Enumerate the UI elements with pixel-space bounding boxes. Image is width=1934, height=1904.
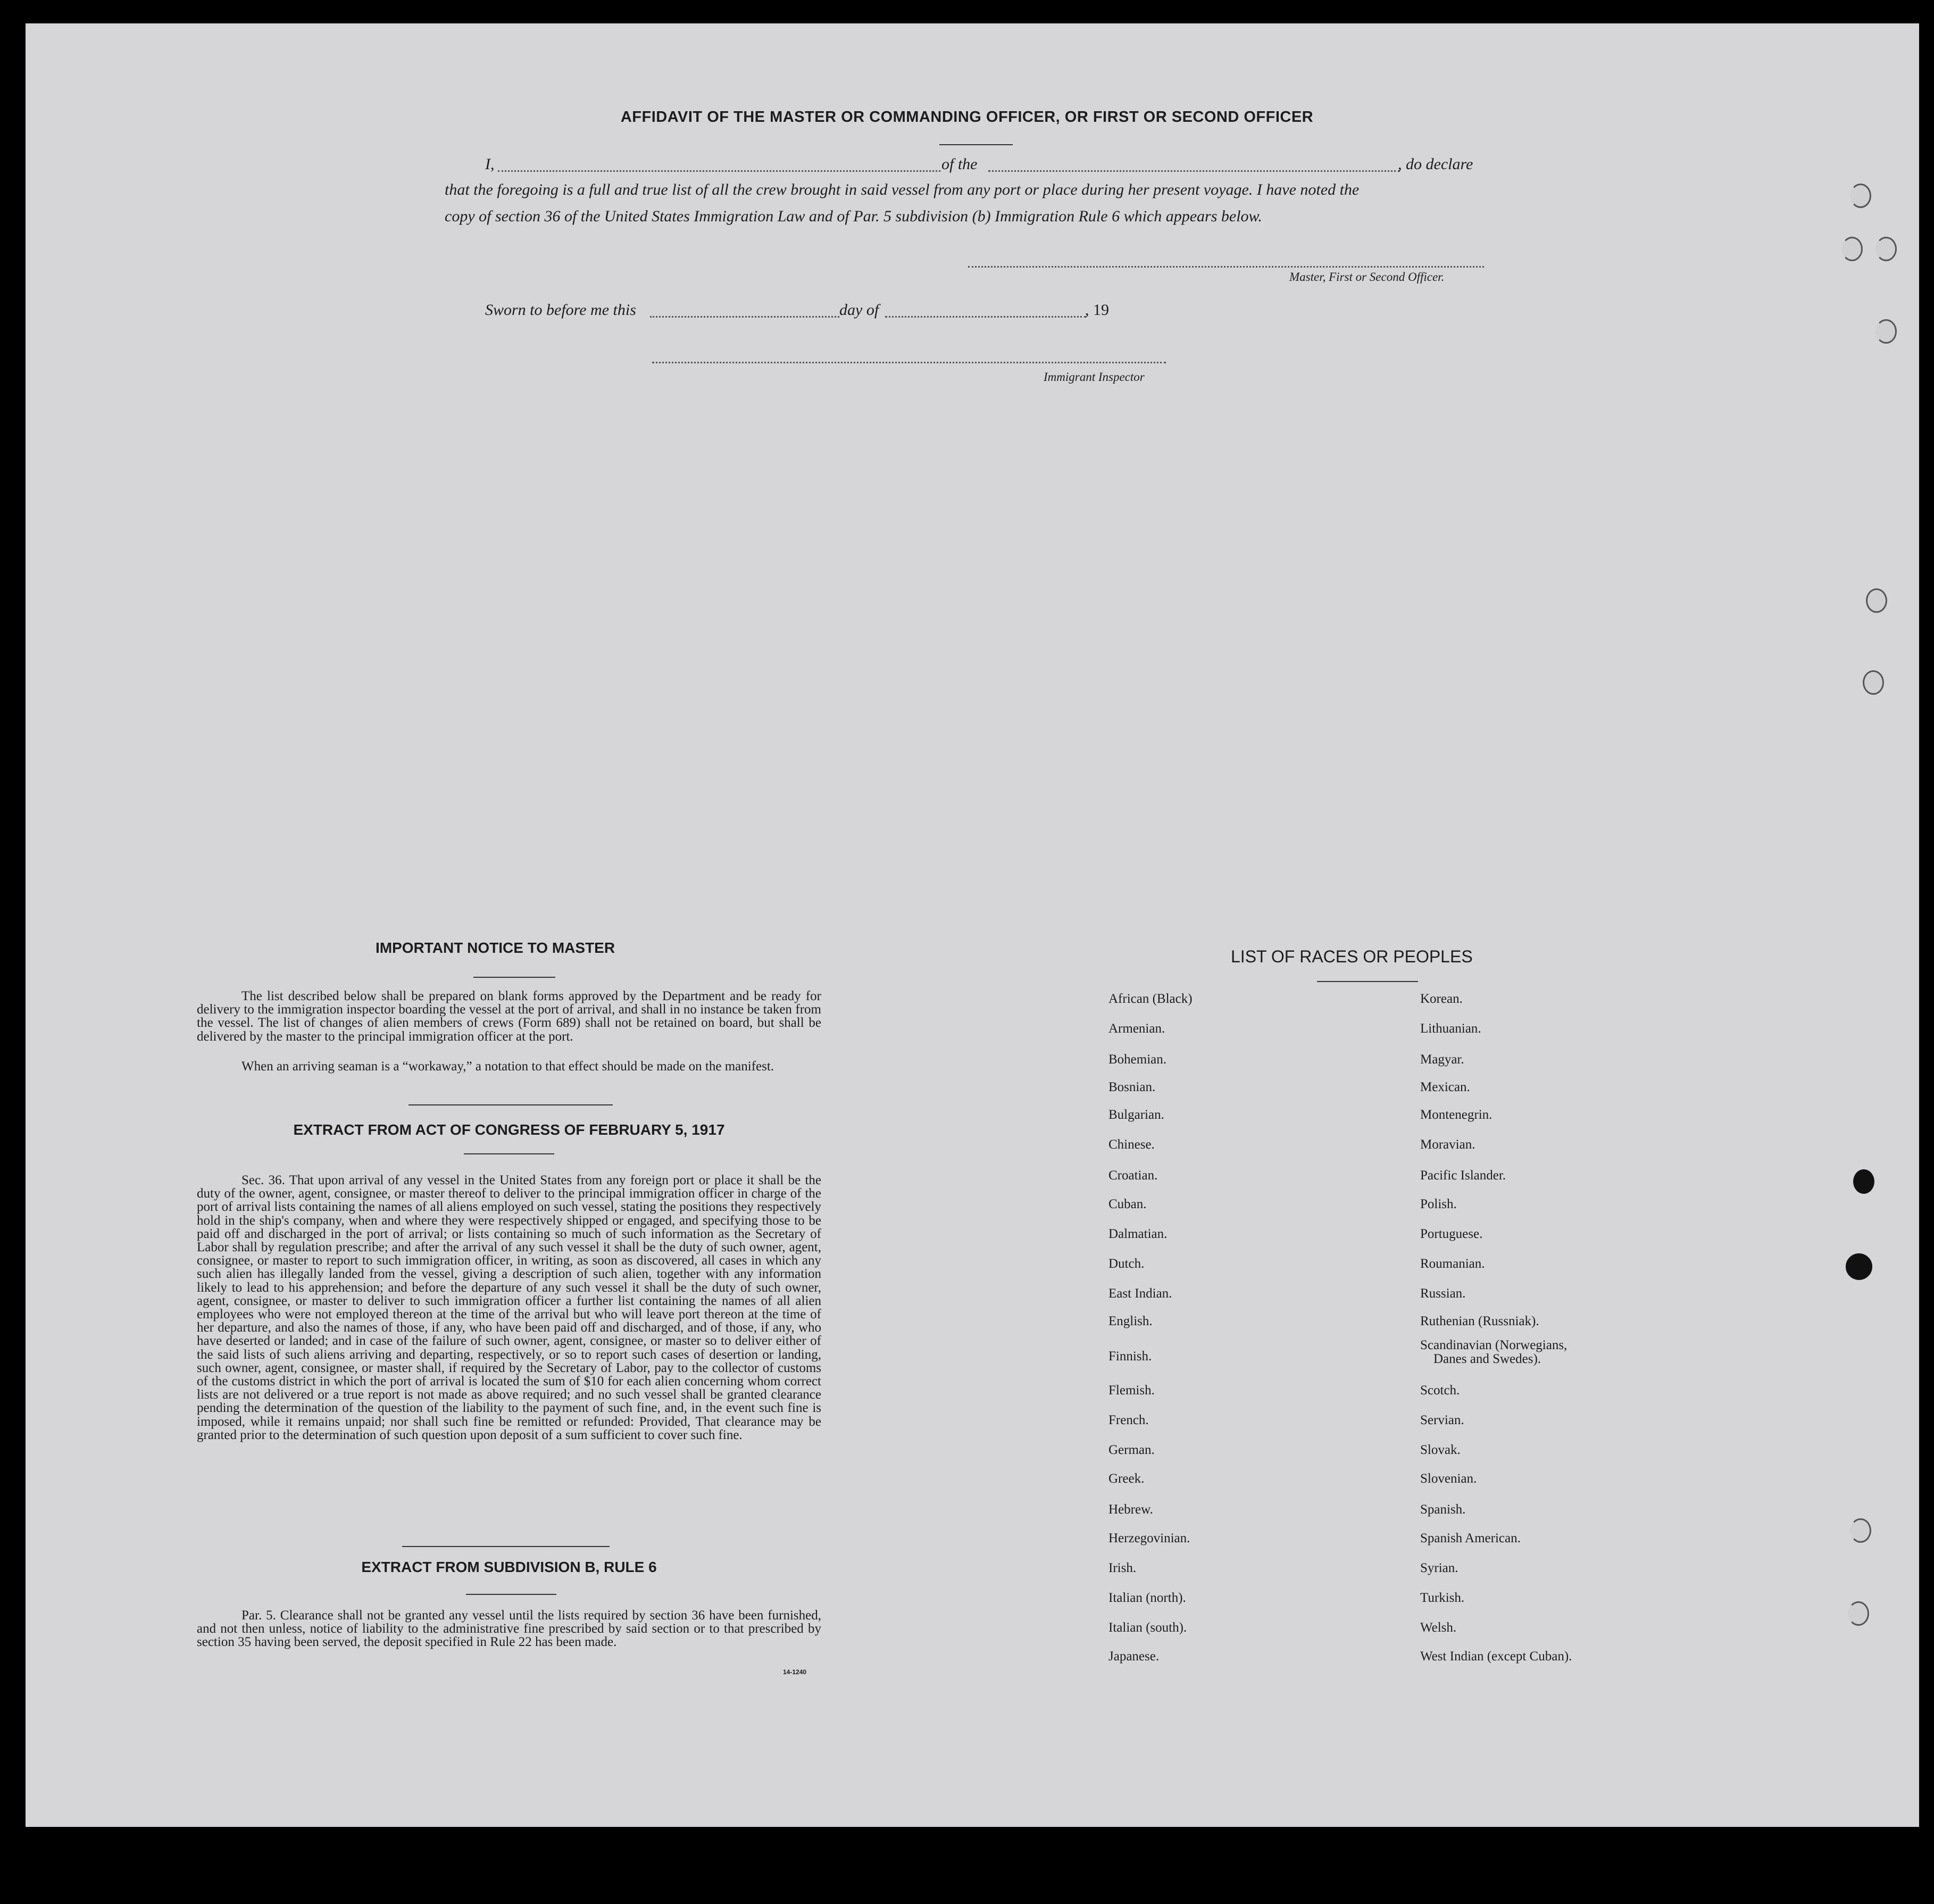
race-item: Syrian. <box>1420 1561 1458 1575</box>
binder-hole <box>1875 319 1897 344</box>
race-item: Slovenian. <box>1420 1471 1477 1486</box>
binder-hole <box>1850 184 1871 208</box>
year-prefix: , 19 <box>1085 301 1109 319</box>
binder-hole <box>1853 1169 1874 1194</box>
race-item: Dutch. <box>1108 1257 1145 1271</box>
race-item: Scandinavian (Norwegians, Danes and Swedes). <box>1420 1338 1568 1366</box>
race-item: Croatian. <box>1108 1168 1158 1183</box>
affidavit-of-the-label: of the <box>941 155 978 173</box>
section-36-text: Sec. 36. That upon arrival of any vessel in the United States from any foreign port or place it shall be the duty of the owner, agent, consignee, or master thereof to deliver to the principal immigration officer in charge of the port of arrival lists containing the names of all aliens employed on such vessel, stating the positions they respectively hold in the ship's company, when and where they were respectively shipped or engaged, and specifying those to be paid off and discharged in the port of arrival; or lists containing so much of such information as the Secretary of Labor shall by regulation prescribe; and after the arrival of any such vessel it shall be the duty of such owner, agent, consignee, or master to report to such immigration officer, in writing, as soon as discovered, all cases in which any such alien has illegally landed from the vessel, giving a description of such alien, together with any information likely to lead to his apprehension; and before the departure of any such vessel it shall be the duty of such owner, agent, consignee, or master to deliver to such immigration officer a further list containing the names of all alien employees who were not employed thereon at the time of the arrival but who will leave port thereon at the time of her departure, and also the names of those, if any, who have been paid off and discharged, and of those, if any, who have deserted or landed; and in case of the failure of such owner, agent, consignee, or master so to deliver either of the said lists of such aliens arriving and departing, respectively, or so to report such cases of desertion or landing, such owner, agent, consignee, or master shall, if required by the Secretary of Labor, pay to the collector of customs of the customs district in which the port of arrival is located the sum of $10 for each alien concerning whom correct lists are not delivered or a true report is not made as above required; and no such vessel shall be granted clearance pending the determination of the question of the liability to the payment of such fine, and, in the event such fine is imposed, while it remains unpaid; nor shall such fine be remitted or refunded: Provided, That clearance may be granted prior to the determination of such question upon deposit of a sum sufficient to cover such fine. <box>197 1173 821 1442</box>
race-item: Greek. <box>1108 1471 1145 1486</box>
affidavit-text-line2: that the foregoing is a full and true list of all the crew brought in said vessel from any port or place during her present voyage. I have noted the <box>445 181 1360 198</box>
race-item: Bulgarian. <box>1108 1108 1164 1122</box>
affidavit-title: AFFIDAVIT OF THE MASTER OR COMMANDING OFFICER, OR FIRST OR SECOND OFFICER <box>620 109 1314 126</box>
vessel-blank[interactable] <box>988 170 1400 172</box>
form-number: 14-1240 <box>783 1668 807 1676</box>
master-signature-label: Master, First or Second Officer. <box>1289 270 1445 284</box>
race-item: Ruthenian (Russniak). <box>1420 1314 1539 1328</box>
race-item: East Indian. <box>1108 1286 1172 1301</box>
race-item: Armenian. <box>1108 1021 1165 1036</box>
race-item: Irish. <box>1108 1561 1137 1575</box>
race-item: German. <box>1108 1443 1155 1457</box>
race-item: Polish. <box>1420 1197 1457 1211</box>
race-item: Montenegrin. <box>1420 1108 1493 1122</box>
race-item: English. <box>1108 1314 1153 1328</box>
race-item: Servian. <box>1420 1413 1464 1427</box>
binder-hole <box>1848 1601 1869 1626</box>
race-item: West Indian (except Cuban). <box>1420 1649 1572 1664</box>
sworn-day-blank[interactable] <box>650 316 839 318</box>
race-item: Bohemian. <box>1108 1052 1167 1067</box>
race-item: Bosnian. <box>1108 1080 1156 1094</box>
rule-title-underline <box>466 1594 556 1595</box>
act-extract-title: EXTRACT FROM ACT OF CONGRESS OF FEBRUARY 5, 1917 <box>293 1121 725 1138</box>
race-item: Lithuanian. <box>1420 1021 1481 1036</box>
race-item: Dalmatian. <box>1108 1227 1168 1241</box>
binder-hole <box>1866 588 1887 613</box>
binder-hole <box>1850 1518 1871 1543</box>
race-item: Flemish. <box>1108 1383 1155 1398</box>
race-item: Turkish. <box>1420 1591 1465 1605</box>
race-item: Korean. <box>1420 992 1463 1006</box>
race-item: Italian (north). <box>1108 1591 1186 1605</box>
master-signature-line[interactable] <box>968 266 1484 268</box>
act-title-underline <box>464 1153 554 1154</box>
race-item: Roumanian. <box>1420 1257 1485 1271</box>
race-item: Slovak. <box>1420 1443 1461 1457</box>
sworn-label: Sworn to before me this <box>485 301 636 319</box>
binder-hole <box>1841 237 1863 261</box>
sworn-month-blank[interactable] <box>885 316 1086 318</box>
race-item: Cuban. <box>1108 1197 1147 1211</box>
race-item: Italian (south). <box>1108 1620 1187 1635</box>
race-item: Japanese. <box>1108 1649 1160 1664</box>
race-item: French. <box>1108 1413 1149 1427</box>
name-blank[interactable] <box>498 170 940 172</box>
race-item: Mexican. <box>1420 1080 1470 1094</box>
races-title: LIST OF RACES OR PEOPLES <box>1231 947 1473 966</box>
notice-underline <box>473 977 555 978</box>
section-divider <box>402 1546 610 1547</box>
rule-6-text: Par. 5. Clearance shall not be granted any vessel until the lists required by section 36 have been furnished, and not then unless, notice of liability to the administrative fine prescribed by said section or to that prescribed by section 35 having been served, the deposit specified in Rule 22 has been made. <box>197 1608 821 1650</box>
binder-hole <box>1846 1253 1872 1280</box>
notice-title: IMPORTANT NOTICE TO MASTER <box>376 939 615 956</box>
affidavit-i-label: I, <box>485 155 495 173</box>
race-item: Moravian. <box>1420 1137 1475 1152</box>
document-page <box>26 23 1919 1827</box>
section-divider <box>409 1104 613 1105</box>
rule-extract-title: EXTRACT FROM SUBDIVISION B, RULE 6 <box>361 1559 657 1575</box>
binder-hole <box>1875 237 1897 261</box>
race-item: Magyar. <box>1420 1052 1464 1067</box>
race-item: Russian. <box>1420 1286 1466 1301</box>
race-item: Pacific Islander. <box>1420 1168 1506 1183</box>
race-item: Finnish. <box>1108 1349 1152 1363</box>
affidavit-text-line3: copy of section 36 of the United States Immigration Law and of Par. 5 subdivision (b) Immigration Rule 6 which appears below. <box>445 207 1262 225</box>
races-title-underline <box>1317 981 1418 982</box>
notice-paragraph: The list described below shall be prepared on blank forms approved by the Department and be ready for delivery to the immigration inspector boarding the vessel at the port of arrival, and shall in no instance be taken from the vessel. The list of changes of alien members of crews (Form 689) shall not be retained on board, but shall be delivered by the master to the principal immigration officer at the port. <box>197 989 821 1044</box>
race-item: Chinese. <box>1108 1137 1155 1152</box>
workaway-paragraph: When an arriving seaman is a “workaway,” a notation to that effect should be made on the manifest. <box>241 1059 774 1074</box>
race-item: African (Black) <box>1108 992 1193 1006</box>
race-item: Portuguese. <box>1420 1227 1483 1241</box>
title-underline <box>939 144 1013 145</box>
race-item: Welsh. <box>1420 1620 1457 1635</box>
race-item: Herzegovinian. <box>1108 1531 1190 1545</box>
race-item: Scotch. <box>1420 1383 1460 1398</box>
inspector-signature-label: Immigrant Inspector <box>1044 370 1145 384</box>
inspector-signature-line[interactable] <box>652 362 1166 363</box>
race-item: Spanish. <box>1420 1502 1466 1517</box>
binder-hole <box>1863 670 1884 695</box>
race-item: Spanish American. <box>1420 1531 1521 1545</box>
day-of-label: day of <box>839 301 879 319</box>
affidavit-declare-label: , do declare <box>1398 155 1473 173</box>
race-item: Hebrew. <box>1108 1502 1153 1517</box>
